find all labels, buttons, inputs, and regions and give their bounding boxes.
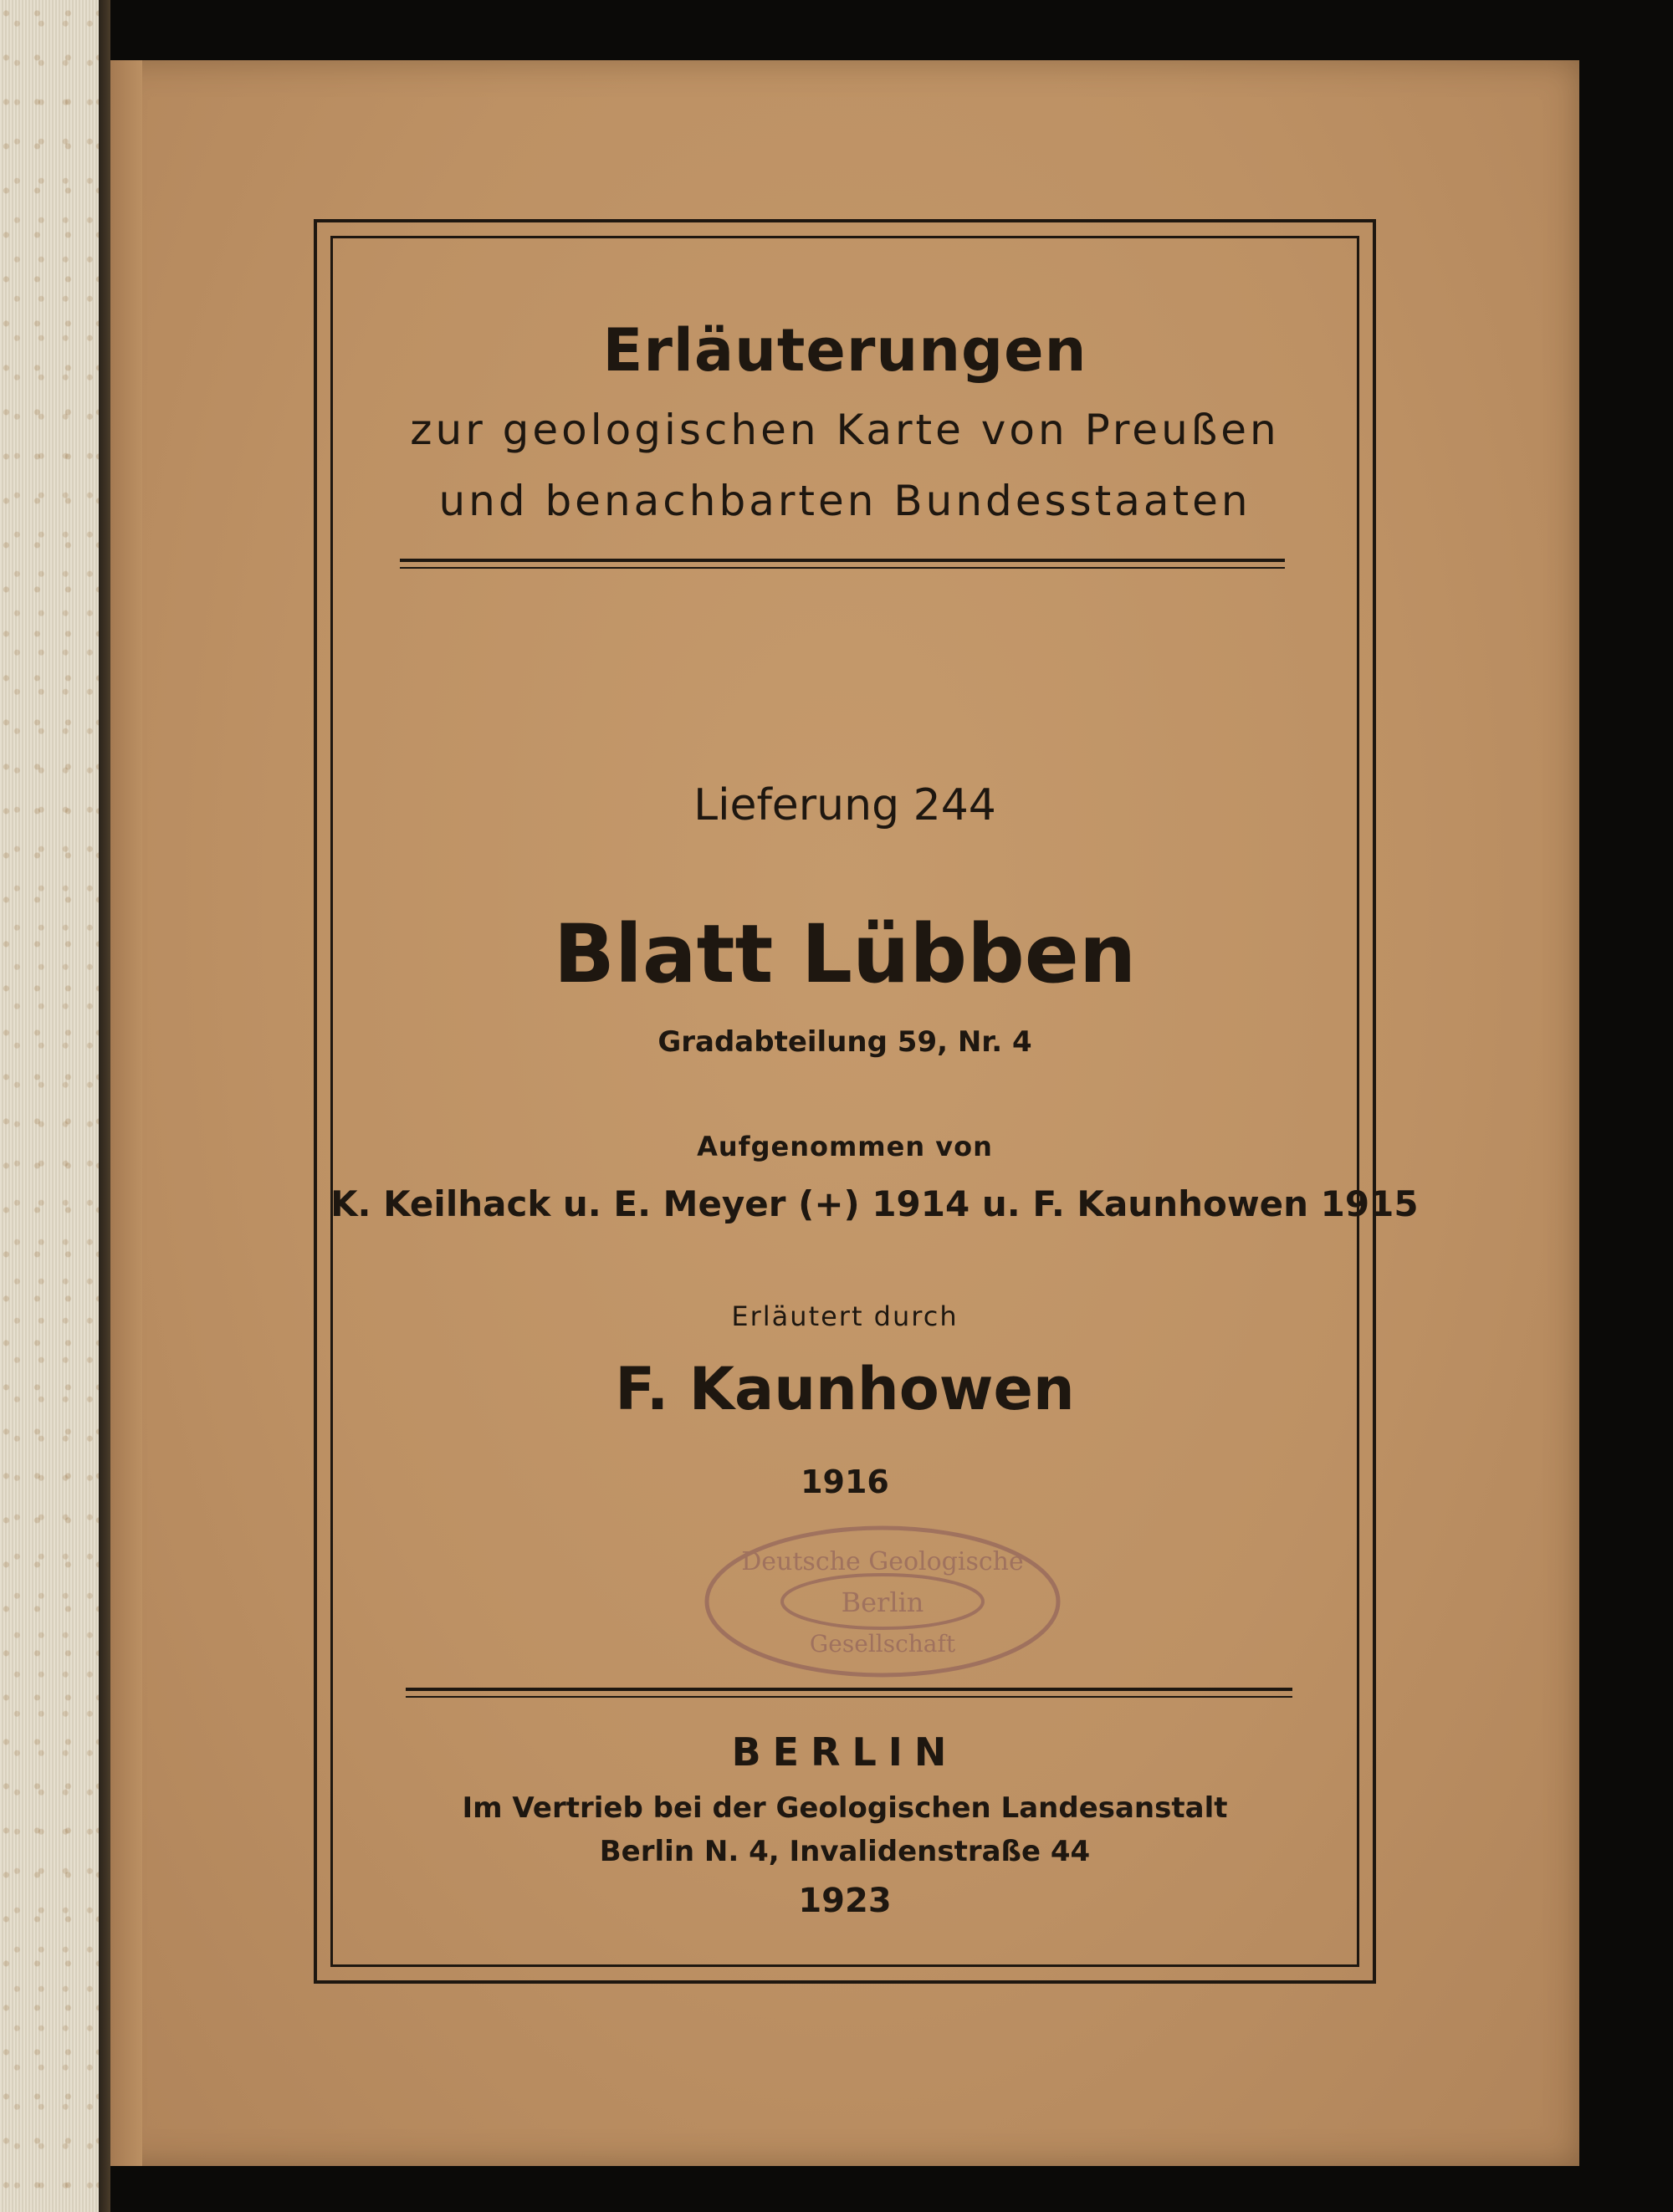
explained-by-label: Erläutert durch: [731, 1300, 959, 1332]
library-stamp: [698, 1518, 1067, 1685]
top-double-rule-thick: [400, 559, 1285, 562]
sheet-title: Blatt Lübben: [553, 907, 1137, 1001]
series-subtitle-line2: und benachbarten Bundesstaaten: [438, 477, 1251, 525]
author-year: 1916: [801, 1464, 889, 1500]
series-subtitle-line1: zur geologischen Karte von Preußen: [410, 406, 1280, 454]
publisher-city: BERLIN: [731, 1729, 959, 1775]
bottom-double-rule-thin: [406, 1696, 1292, 1698]
spine-edge: [99, 0, 110, 2212]
author-name: F. Kaunhowen: [615, 1355, 1075, 1423]
surveyed-by-label: Aufgenommen von: [697, 1131, 993, 1162]
stamp-text-bottom: Gesellschaft: [809, 1630, 956, 1658]
bottom-double-rule-thick: [406, 1688, 1292, 1691]
stamp-text-middle: Berlin: [841, 1586, 924, 1618]
delivery-number: Lieferung 244: [693, 780, 996, 830]
top-double-rule-thin: [400, 567, 1285, 569]
book-spine: [0, 0, 99, 2212]
publication-year: 1923: [798, 1882, 892, 1920]
cover-hinge-strip: [110, 60, 142, 2166]
surveyors: K. Keilhack u. E. Meyer (+) 1914 u. F. Kaunhowen 1915: [330, 1183, 1419, 1224]
series-title: Erläuterungen: [602, 316, 1087, 385]
distribution-line: Im Vertrieb bei der Geologischen Landesanstalt: [462, 1791, 1228, 1825]
grid-division: Gradabteilung 59, Nr. 4: [657, 1025, 1032, 1059]
stamp-text-top: Deutsche Geologische: [741, 1547, 1024, 1576]
publisher-address: Berlin N. 4, Invalidenstraße 44: [599, 1835, 1091, 1868]
